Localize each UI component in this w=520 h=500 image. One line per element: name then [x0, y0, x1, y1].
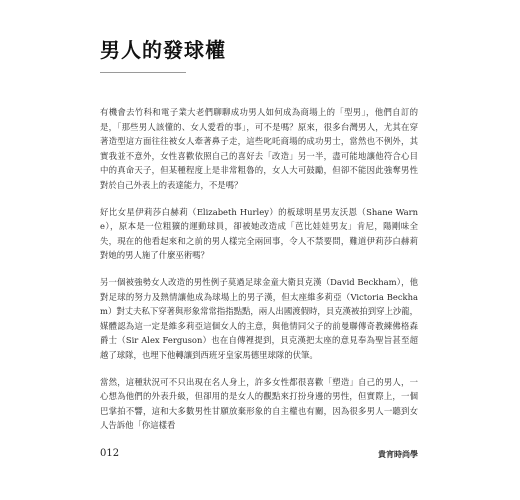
page-number: 012: [100, 448, 120, 459]
paragraph-1: 有機會去竹科和電子業大老們聊聊成功男人如何成為商場上的「型男」，他們自訂的是，「那些男人該懂的、女人愛看的事」，可不是嗎？原來，很多台灣男人，尤其在穿著造型這方面往往被女人牽著鼻子走，這些叱吒商場的成功男士，當然也不例外，其實我並不意外，女性喜歡依照自己的喜好去「改造」另一半，盡可能地讓他符合心目中的真命天子，但某種程度上是非常粗魯的，女人大可鼓勵，但卻不能因此強奪男性對於自己外表上的表達能力，不是嗎？: [100, 107, 418, 190]
paragraph-4: 當然，這種狀況可不只出現在名人身上，許多女性都很喜歡「塑造」自己的男人，一心想為他們的外表升級，但卻用的是女人的觀點來打扮身邊的男性，但實際上，一個巴掌拍不響，這和大多數男性甘願放棄形象的自主權也有關，因為很多男人一聽到女人告訴他「你這樣看: [100, 376, 418, 431]
paragraph-2: 好比女星伊莉莎白赫莉（Elizabeth Hurley）的板球明星男友沃恩（Shane Warne），原本是一位粗獷的運動球員，卻被她改造成「芭比娃娃男友」肯尼，陽剛味全失，現在的他看起來和之前的男人樣完全兩回事，令人不禁要問，難道伊莉莎白赫莉對她的男人施了什麼巫術嗎？: [100, 206, 418, 261]
paragraph-3: 另一個被強勢女人改造的男性例子莫過足球金童大衛貝克漢（David Beckham），他對足球的努力及熱情讓他成為球場上的男子漢，但太座維多莉亞（Victoria Beckham）對丈夫私下穿著與形象常常指指點點，兩人出國渡假時，貝克漢被拍到穿上沙龍，媒體認為這一定是維多莉亞這個女人的主意，與他情同父子的前曼聯傳奇教練佛格森爵士（Sir Alex Ferguson）也在自傳裡提到，貝克漢把太座的意見奉為聖旨甚至超越了球隊，也埋下他轉讓到西班牙皇家馬德里球隊的伏筆。: [100, 276, 418, 360]
chapter-title: 男人的發球權: [100, 38, 226, 62]
title-divider: [100, 72, 186, 73]
body-text: [100, 105, 418, 445]
running-head: 貴宵時尚學: [378, 449, 418, 459]
